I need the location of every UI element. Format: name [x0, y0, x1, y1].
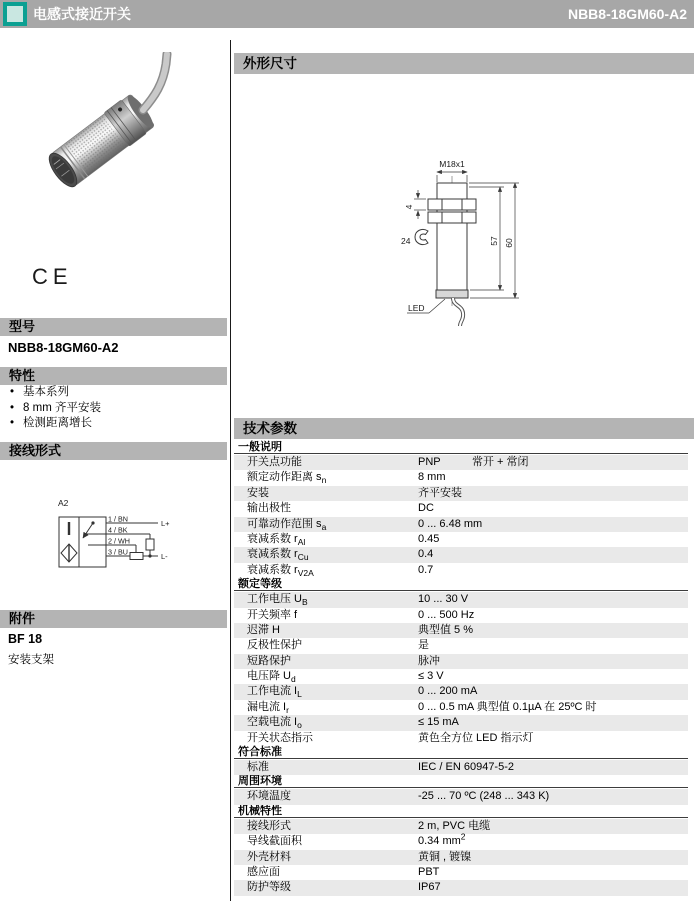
section-header-accessories: 附件 [0, 610, 227, 628]
row-value: 0 ... 6.48 mm [418, 517, 483, 530]
accessory-desc: 安装支架 [8, 654, 54, 666]
row-label: 感应面 [247, 865, 280, 878]
row-label: 短路保护 [247, 654, 291, 667]
features-list [8, 385, 223, 432]
feature-item: • 检测距离增长 [8, 416, 223, 432]
load-resistor [130, 553, 143, 560]
pin-label: 3 / BU [108, 547, 128, 557]
section-header-tech: 技术参数 [234, 418, 694, 439]
row-label: 环境温度 [247, 790, 291, 803]
model-number: NBB8-18GM60-A2 [8, 340, 119, 355]
column-divider [230, 40, 231, 901]
section-header-features: 特性 [0, 367, 227, 385]
row-label: 衰减系数 $r_{V2A}$ [247, 563, 314, 578]
wiring-diagram [50, 492, 215, 577]
table-row [234, 789, 688, 804]
table-row [234, 760, 688, 775]
diagram-label: A2 [58, 498, 69, 508]
row-label: 衰减系数 $r_{Al}$ [247, 532, 306, 548]
row-label: 外壳材料 [247, 850, 291, 863]
row-value: 典型值 5 % [418, 623, 474, 636]
row-value: 脉冲 [418, 654, 440, 667]
row-value: ≤ 3 V [418, 670, 444, 683]
table-section-header: 符合标准 [234, 746, 688, 759]
row-value: 0.7 [418, 563, 434, 576]
row-value: 齐平安装 [418, 486, 462, 499]
table-section-header: 一般说明 [234, 441, 688, 454]
row-label: 电压降 $U_d$ [247, 670, 296, 685]
pin-label: 4 / BK [108, 525, 128, 535]
table-row [234, 654, 688, 669]
ce-mark [31, 262, 91, 290]
inner-length-label: 57 [489, 236, 499, 246]
table-row [234, 592, 688, 607]
section-header-connection: 接线形式 [0, 442, 227, 460]
thread-dim-label: M18x1 [439, 159, 465, 169]
row-value: 0.34 $mm^2$ [418, 831, 466, 848]
row-value: 8 mm [418, 471, 446, 484]
wrench-size-label: 24 [401, 236, 411, 246]
table-row [234, 547, 688, 562]
row-value: PBT [418, 865, 440, 878]
dimension-drawing [385, 145, 560, 330]
section-header-dimensions: 外形尺寸 [234, 53, 694, 74]
row-value: 黄色全方位 LED 指示灯 [418, 731, 534, 744]
tech-table [234, 441, 688, 896]
row-label: 开关频率 f [247, 608, 298, 621]
table-row [234, 455, 688, 470]
led-label: LED [408, 303, 425, 313]
feature-item: • 基本系列 [8, 385, 223, 401]
page-title: 电感式接近开关 [33, 6, 131, 22]
table-row [234, 684, 688, 699]
table-row [234, 700, 688, 715]
table-row [234, 563, 688, 578]
row-value: 黄铜 , 镀镍 [418, 850, 472, 863]
row-label: 开关状态指示 [247, 731, 313, 744]
row-label: 安装 [247, 486, 269, 499]
row-value: 2 m, PVC 电缆 [418, 819, 491, 832]
section-header-model: 型号 [0, 318, 227, 336]
row-label: 接线形式 [247, 819, 291, 832]
pin-label: 1 / BN [108, 514, 128, 524]
row-value: ≤ 15 mA [418, 716, 459, 729]
row-value: 0.45 [418, 532, 440, 545]
load-resistor [146, 539, 154, 550]
table-section-header: 机械特性 [234, 805, 688, 818]
row-value: 0 ... 500 Hz [418, 608, 475, 621]
feature-item: • 8 mm 齐平安装 [8, 401, 223, 417]
table-row [234, 638, 688, 653]
table-row [234, 880, 688, 895]
sensor-face-symbol [61, 544, 77, 562]
row-label: 工作电流 $I_L$ [247, 685, 302, 700]
row-label: 防护等级 [247, 881, 291, 894]
table-row [234, 865, 688, 880]
row-value: 0.4 [418, 548, 434, 561]
row-label: 额定动作距离 $s_n$ [247, 471, 327, 486]
product-photo [15, 52, 215, 262]
row-value: IP67 [418, 881, 441, 894]
brand-square-icon [3, 2, 27, 26]
header-model-number: NBB8-18GM60-A2 [567, 6, 687, 22]
row-label: 衰减系数 $r_{Cu}$ [247, 548, 309, 563]
svg-text:CE: CE [32, 264, 73, 289]
wrench-icon [415, 229, 428, 244]
pin-label: 2 / WH [108, 536, 130, 546]
row-value: IEC / EN 60947-5-2 [418, 761, 514, 774]
row-value: 0 ... 0.5 mA 典型值 0.1µA 在 25ºC 时 [418, 700, 597, 713]
table-row [234, 850, 688, 865]
row-label: 漏电流 $I_r$ [247, 700, 289, 716]
row-label: 导线截面积 [247, 835, 302, 848]
table-row [234, 623, 688, 638]
row-value: -25 ... 70 ºC (248 ... 343 K) [418, 790, 550, 803]
row-value: 0 ... 200 mA [418, 685, 478, 698]
tech-table-body [234, 441, 688, 896]
table-row [234, 501, 688, 516]
table-row [234, 517, 688, 532]
row-value-2: 常开 + 常闭 [472, 456, 529, 468]
table-row [234, 715, 688, 730]
top-header-bar [0, 0, 694, 28]
row-label: 工作电压 $U_B$ [247, 593, 308, 608]
row-label: 输出极性 [247, 502, 291, 515]
row-label: 空载电流 $I_o$ [247, 716, 302, 731]
terminal-minus: L- [161, 552, 168, 561]
nut-height-label: 4 [404, 204, 414, 210]
row-label: 反极性保护 [247, 639, 302, 652]
table-row [234, 486, 688, 501]
row-value: 10 ... 30 V [418, 593, 469, 606]
table-row [234, 731, 688, 746]
outer-length-label: 60 [504, 238, 514, 248]
row-label: 可靠动作范围 $s_a$ [247, 517, 327, 532]
row-label: 迟滞 H [247, 623, 280, 636]
accessory-model: BF 18 [8, 632, 43, 646]
table-row [234, 669, 688, 684]
table-section-header: 周围环境 [234, 775, 688, 788]
table-row [234, 532, 688, 547]
terminal-plus: L+ [161, 519, 170, 528]
table-row [234, 831, 688, 849]
table-row [234, 608, 688, 623]
row-value: 是 [418, 639, 429, 652]
row-value: PNP [418, 456, 441, 468]
row-value: DC [418, 502, 434, 515]
table-row [234, 470, 688, 485]
row-label: 标准 [247, 761, 269, 774]
table-section-header: 额定等级 [234, 578, 688, 591]
row-label: 开关点功能 [247, 456, 302, 468]
